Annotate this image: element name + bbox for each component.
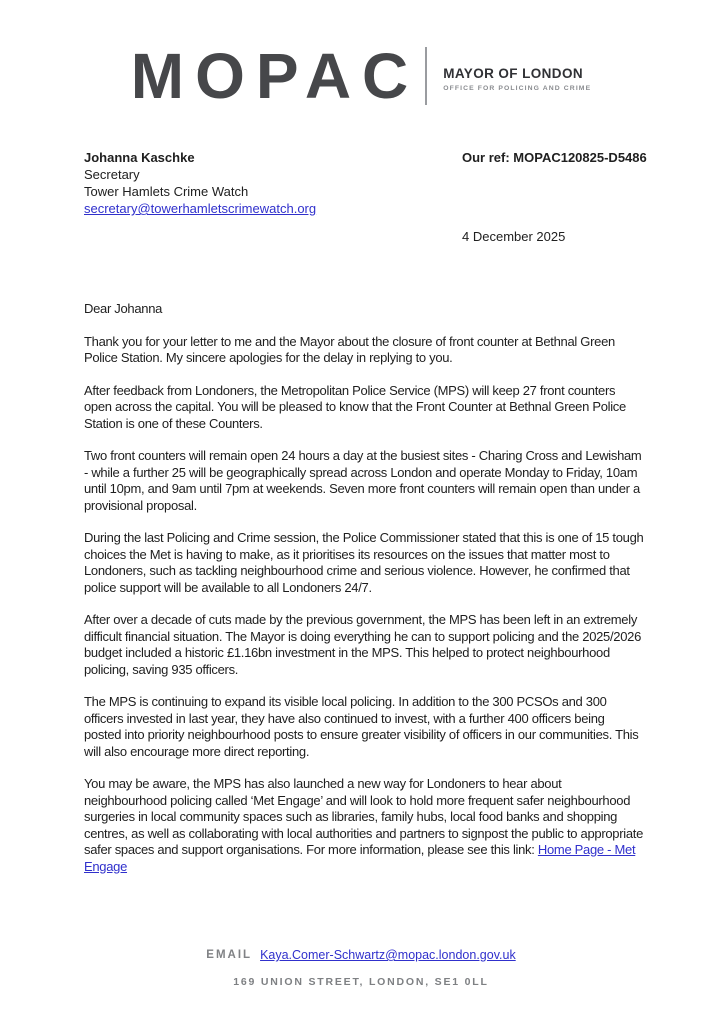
letter-date: 4 December 2025: [462, 229, 566, 244]
footer-email-link[interactable]: Kaya.Comer-Schwartz@mopac.london.gov.uk: [260, 948, 516, 962]
recipient-block: [84, 149, 316, 217]
recipient-name: Johanna Kaschke: [84, 150, 195, 165]
mopac-logo: MOPAC: [130, 40, 420, 112]
recipient-role: Secretary: [84, 167, 140, 182]
our-ref-label: Our ref:: [462, 150, 510, 165]
letter-paragraph: After feedback from Londoners, the Metropolitan Police Service (MPS) will keep 27 front counters open across the capital. You will be pleased to know that the Front Counter at Bethnal Green Police Station is one of these Counters.: [84, 382, 626, 431]
letter-paragraph: After over a decade of cuts made by the previous government, the MPS has been left in an extremely difficult financial situation. The Mayor is doing everything he can to support policing and the 2025/2026 budget included a historic £1.16bn investment in the MPS. This helped to protect neighbourhood policing, saving 935 officers.: [84, 612, 642, 677]
letterhead: [0, 40, 722, 112]
letter-body: [84, 301, 644, 891]
our-ref: [462, 150, 647, 165]
logo-divider: [425, 47, 427, 105]
letter-paragraph: During the last Policing and Crime session, the Police Commissioner stated that this is one of 15 tough choices the Met is having to make, as it prioritises its resources on the issues that matter most to Londoners, such as tackling neighbourhood crime and serious violence. However, he confirmed that police support will be available to all Londoners 24/7.: [84, 530, 644, 595]
recipient-organisation: Tower Hamlets Crime Watch: [84, 184, 249, 199]
met-engage-link[interactable]: Home Page - Met Engage: [84, 842, 636, 874]
letter-paragraph: Two front counters will remain open 24 hours a day at the busiest sites - Charing Cross and Lewisham - while a further 25 will be geographically spread across London and operate Monday to Friday, 10am until 10pm, and 9am until 7pm at weekends. Seven more front counters will remain open than under a provisional proposal.: [84, 448, 642, 513]
letter-paragraph: The MPS is continuing to expand its visible local policing. In addition to the 300 PCSOs and 300 officers invested in last year, they have also continued to invest, with a further 400 officers being posted into priority neighbourhood posts to ensure greater visibility of officers in our communities. This will also encourage more direct reporting.: [84, 694, 639, 759]
letter-paragraph-closing: [84, 776, 644, 875]
recipient-email-link[interactable]: secretary@towerhamletscrimewatch.org: [84, 201, 317, 216]
brand-subtitle: OFFICE FOR POLICING AND CRIME: [443, 85, 592, 92]
salutation: Dear Johanna: [84, 301, 163, 316]
footer-address: 169 UNION STREET, LONDON, SE1 0LL: [233, 976, 489, 988]
our-ref-value: MOPAC120825-D5486: [513, 150, 647, 165]
closing-paragraph-text: You may be aware, the MPS has also launched a new way for Londoners to hear about neighbourhood policing called ‘Met Engage’ and will look to hold more frequent safer neighbourhood surgeries in local community spaces such as libraries, family hubs, local food banks and shopping centres, as well as collaborating with local authorities and partners to signpost the public to appropriate safer spaces and support organisations. For more information, please see this link:: [84, 776, 644, 857]
footer-email-line: [0, 946, 722, 964]
brand-block: [443, 60, 591, 92]
brand-title: MAYOR OF LONDON: [443, 66, 584, 81]
footer-email-label: EMAIL: [206, 949, 253, 961]
letter-paragraph: Thank you for your letter to me and the Mayor about the closure of front counter at Bethnal Green Police Station. My sincere apologies for the delay in replying to you.: [84, 333, 615, 365]
